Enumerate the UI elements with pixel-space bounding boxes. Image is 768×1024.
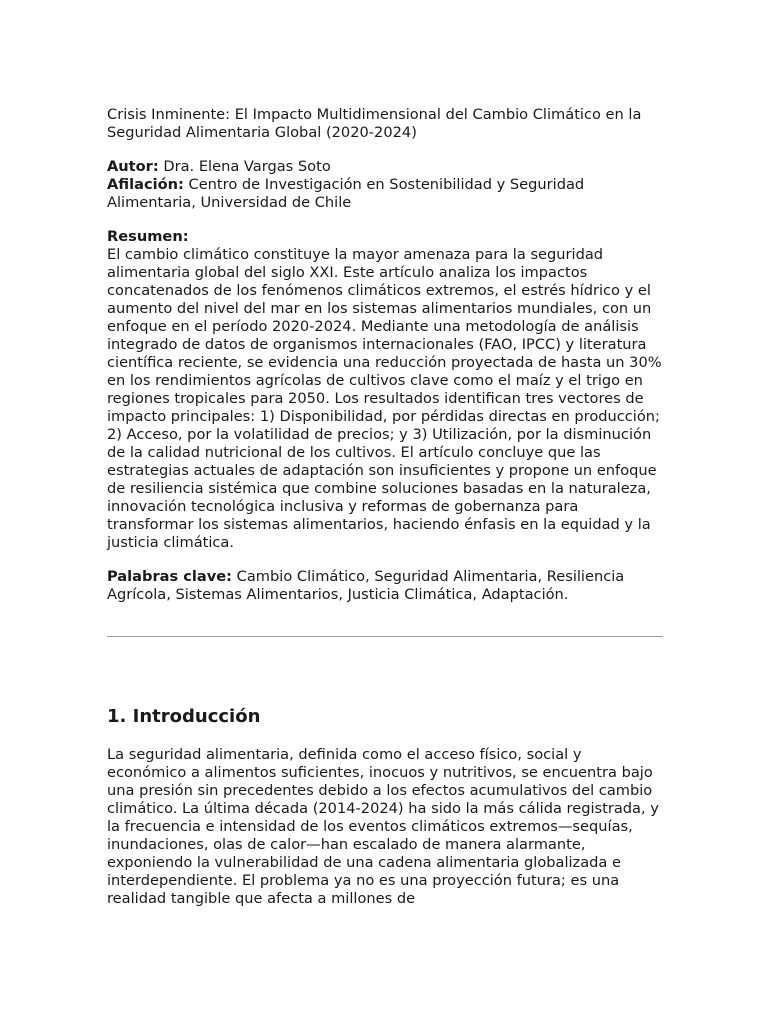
keywords-text: Cambio Climático, Seguridad Alimentaria, Resiliencia Agrícola, Sistemas Alimentarios, Justicia Climática, Adaptación. (107, 568, 625, 603)
keywords-label: Palabras clave: (107, 568, 233, 585)
affiliation-text: Centro de Investigación en Sostenibilidad y Seguridad Alimentaria, Universidad de Chile (107, 176, 585, 211)
abstract-text: El cambio climático constituye la mayor amenaza para la seguridad alimentaria global del siglo XXI. Este artículo analiza los impactos concatenados de los fenómenos climáticos extremos, el estrés hídrico y el aumento del nivel del mar en los sistemas alimentarios mundiales, con un enfoque en el período 2020-2024. Mediante una metodología de análisis integrado de datos de organismos internacionales (FAO, IPCC) y literatura científica reciente, se evidencia una reducción proyectada de hasta un 30% en los rendimientos agrícolas de cultivos clave como el maíz y el trigo en regiones tropicales para 2050. Los resultados identifican tres vectores de impacto principales: 1) Disponibilidad, por pérdidas directas en producción; 2) Acceso, por la volatilidad de precios; y 3) Utilización, por la disminución de la calidad nutricional de los cultivos. El artículo concluye que las estrategias actuales de adaptación son insuficientes y propone un enfoque de resiliencia sistémica que combine soluciones basadas en la naturaleza, innovación tecnológica inclusiva y reformas de gobernanza para transformar los sistemas alimentarios, haciendo énfasis en la equidad y la justicia climática. (107, 246, 662, 551)
affiliation-label: Afilación: (107, 176, 184, 193)
introduction-paragraph: La seguridad alimentaria, definida como el acceso físico, social y económico a alimentos suficientes, inocuos y nutritivos, se encuentra bajo una presión sin precedentes debido a los efectos acumulativos del cambio climático. La última década (2014-2024) ha sido la más cálida registrada, y la frecuencia e intensidad de los eventos climáticos extremos—sequías, inundaciones, olas de calor—han escalado de manera alarmante, exponiendo la vulnerabilidad de una cadena alimentaria globalizada e interdependiente. El problema ya no es una proyección futura; es una realidad tangible que afecta a millones de (107, 746, 659, 907)
section-divider (107, 636, 663, 637)
section-heading-introduction: 1. Introducción (107, 706, 261, 727)
author-label: Autor: (107, 158, 159, 175)
affiliation-line (107, 176, 663, 212)
author-line (107, 158, 663, 176)
author-block (107, 158, 663, 212)
paper-title: Crisis Inminente: El Impacto Multidimensional del Cambio Climático en la Seguridad Alimentaria Global (2020-2024) (107, 106, 642, 141)
abstract-label: Resumen: (107, 228, 189, 245)
keywords-line (107, 568, 663, 604)
document-page (107, 106, 663, 908)
author-name: Dra. Elena Vargas Soto (158, 158, 331, 175)
abstract-block (107, 228, 663, 552)
